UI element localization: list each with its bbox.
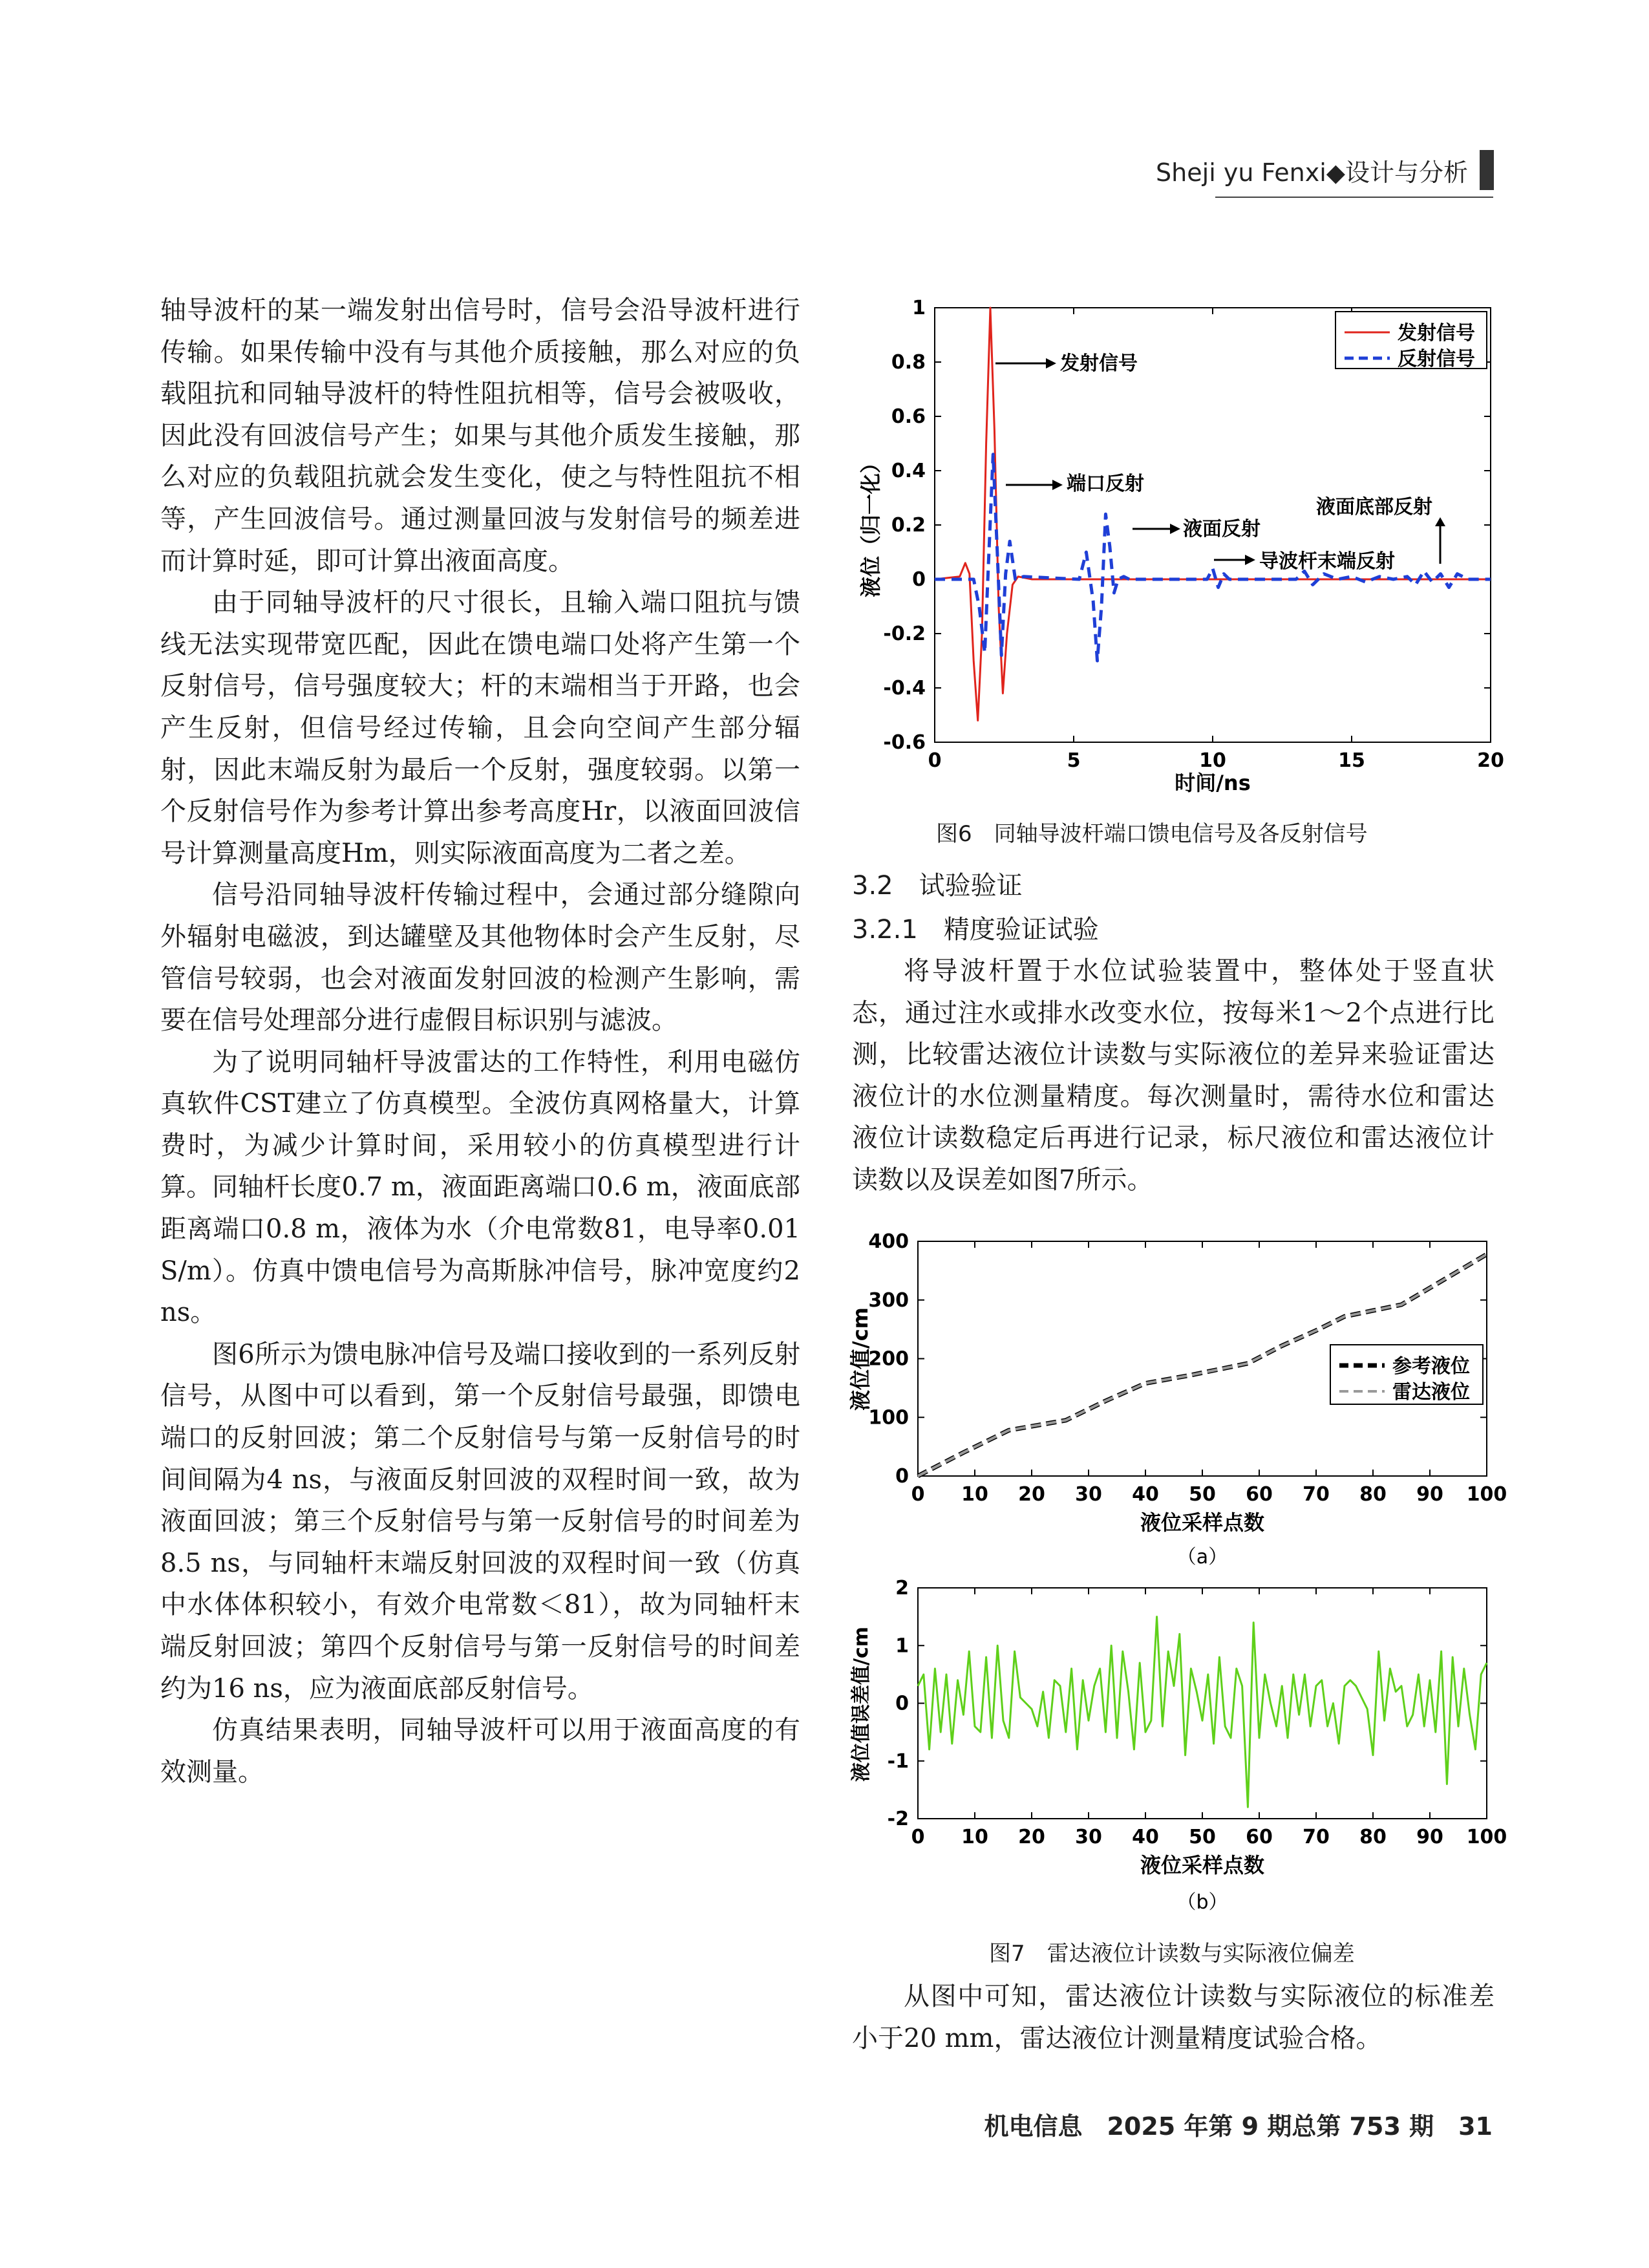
x-tick-label: 30 [1075, 1826, 1102, 1848]
x-tick-label: 60 [1246, 1826, 1273, 1848]
x-tick-label: 100 [1466, 1826, 1507, 1848]
x-tick-label: 40 [1132, 1483, 1159, 1506]
figure-6-caption: 图6 同轴导波杆端口馈电信号及各反射信号 [936, 821, 1368, 847]
x-tick-label: 40 [1132, 1826, 1159, 1848]
right-paragraph-1-block [852, 950, 1495, 1201]
header-text: Sheji yu Fenxi◆设计与分析 [1156, 158, 1468, 187]
section-3-2-heading: 3.2 试验验证 [852, 871, 1023, 901]
left-paragraph-2: 由于同轴导波杆的尺寸很长，且输入端口阻抗与馈线无法实现带宽匹配，因此在馈电端口处将产生第一个反射信号，信号强度较大；杆的末端相当于开路，也会产生反射，但信号经过传输，且会向空间产生部分辐射，因此末端反射为最后一个反射，强度较弱。以第一个反射信号作为参考计算出参考高度Hr，以液面回波信号计算测量高度Hm，则实际液面高度为二者之差。 [160, 588, 800, 868]
x-tick-label: 5 [1067, 749, 1081, 772]
x-tick-label: 70 [1303, 1826, 1330, 1848]
subfigure-b-label: （b） [1176, 1891, 1228, 1914]
right-paragraph-2: 从图中可知，雷达液位计读数与实际液位的标准差小于20 mm，雷达液位计测量精度试验合格。 [852, 1982, 1495, 2053]
annotation-transmit: 发射信号 [1060, 352, 1138, 375]
left-paragraph-6: 仿真结果表明，同轴导波杆可以用于液面高度的有效测量。 [160, 1715, 800, 1787]
section-3-2-1-heading: 3.2.1 精度验证试验 [852, 915, 1099, 945]
x-tick-label: 0 [928, 749, 942, 772]
y-tick-label: -0.2 [883, 623, 926, 645]
x-tick-label: 80 [1359, 1483, 1387, 1506]
y-axis-label: 液位值/cm [848, 1307, 873, 1411]
y-tick-label: 300 [868, 1289, 909, 1312]
right-paragraph-2-block [852, 1976, 1495, 2059]
y-tick-label: 1 [912, 297, 926, 319]
y-tick-label: 0 [895, 1692, 909, 1715]
figure-6-chart [852, 292, 1504, 809]
y-tick-label: 0.8 [891, 351, 926, 374]
x-tick-label: 20 [1477, 749, 1504, 772]
x-tick-label: 50 [1189, 1826, 1216, 1848]
right-paragraph-1: 将导波杆置于水位试验装置中，整体处于竖直状态，通过注水或排水改变水位，按每米1～2个点进行比测，比较雷达液位计读数与实际液位的差异来验证雷达液位计的水位测量精度。每次测量时，需待水位和雷达液位计读数稳定后再进行记录，标尺液位和雷达液位计读数以及误差如图7所示。 [852, 956, 1495, 1195]
x-tick-label: 90 [1416, 1826, 1443, 1848]
x-tick-label: 0 [911, 1826, 925, 1848]
x-axis-label: 液位采样点数 [1140, 1510, 1265, 1535]
left-paragraph-3: 信号沿同轴导波杆传输过程中，会通过部分缝隙向外辐射电磁波，到达罐壁及其他物体时会产生反射，尽管信号较弱，也会对液面发射回波的检测产生影响，需要在信号处理部分进行虚假目标识别与滤波。 [160, 880, 800, 1036]
legend-label-2: 反射信号 [1398, 348, 1475, 370]
left-column [160, 290, 800, 1793]
y-tick-label: 0 [895, 1465, 909, 1488]
x-tick-label: 10 [961, 1826, 988, 1848]
figure-7b-chart [850, 1577, 1507, 1927]
annotation-bottom-reflection: 液面底部反射 [1316, 496, 1432, 519]
x-tick-label: 90 [1416, 1483, 1443, 1506]
annotation-surface-reflection: 液面反射 [1183, 518, 1261, 540]
y-tick-label: -0.4 [883, 677, 926, 700]
x-tick-label: 10 [1199, 749, 1226, 772]
y-tick-label: -0.6 [883, 731, 926, 754]
page-footer: 机电信息 2025 年第 9 期总第 753 期 31 [984, 2112, 1493, 2141]
series-line-1 [918, 1617, 1487, 1808]
y-tick-label: 0.6 [891, 405, 926, 428]
figure-7-caption: 图7 雷达液位计读数与实际液位偏差 [989, 1941, 1355, 1967]
y-tick-label: 200 [868, 1347, 909, 1371]
x-tick-label: 50 [1189, 1483, 1216, 1506]
annotation-port-reflection: 端口反射 [1067, 473, 1144, 495]
x-tick-label: 20 [1018, 1483, 1045, 1506]
x-tick-label: 10 [961, 1483, 988, 1506]
y-tick-label: -1 [887, 1749, 909, 1773]
left-paragraph-4: 为了说明同轴杆导波雷达的工作特性，利用电磁仿真软件CST建立了仿真模型。全波仿真网格量大，计算费时，为减少计算时间，采用较小的仿真模型进行计算。同轴杆长度0.7 m，液面距离端口0.6 m，液面底部距离端口0.8 m，液体为水（介电常数81，电导率0.01 S/m）。仿真中馈电信号为高斯脉冲信号，脉冲宽度约2 ns。 [160, 1047, 800, 1328]
figure-7a-chart [848, 1228, 1507, 1578]
annotation-end-reflection: 导波杆末端反射 [1259, 550, 1395, 573]
y-tick-label: 1 [895, 1634, 909, 1658]
legend-label-1: 参考液位 [1392, 1355, 1470, 1378]
running-header [1156, 147, 1494, 193]
plot-frame [918, 1588, 1487, 1819]
left-paragraph-1: 轴导波杆的某一端发射出信号时，信号会沿导波杆进行传输。如果传输中没有与其他介质接触，那么对应的负载阻抗和同轴导波杆的特性阻抗相等，信号会被吸收，因此没有回波信号产生；如果与其他介质发生接触，那么对应的负载阻抗就会发生变化，使之与特性阻抗不相等，产生回波信号。通过测量回波与发射信号的频差进而计算时延，即可计算出液面高度。 [160, 295, 800, 576]
x-axis-label: 液位采样点数 [1140, 1853, 1265, 1878]
x-tick-label: 20 [1018, 1826, 1045, 1848]
annotation-arrowhead [1170, 524, 1180, 534]
y-tick-label: 2 [895, 1577, 909, 1599]
x-tick-label: 80 [1359, 1826, 1387, 1848]
header-bar [1480, 150, 1494, 190]
y-tick-label: -2 [887, 1808, 909, 1830]
annotation-arrowhead [1052, 480, 1063, 490]
x-tick-label: 60 [1246, 1483, 1273, 1506]
x-tick-label: 0 [911, 1483, 925, 1506]
x-tick-label: 30 [1075, 1483, 1102, 1506]
annotation-arrowhead [1435, 517, 1445, 526]
y-tick-label: 100 [868, 1406, 909, 1429]
x-tick-label: 70 [1303, 1483, 1330, 1506]
legend-label-1: 发射信号 [1398, 322, 1475, 345]
x-tick-label: 15 [1338, 749, 1365, 772]
y-tick-label: 0.2 [891, 514, 926, 537]
x-axis-label: 时间/ns [1175, 771, 1251, 795]
annotation-arrowhead [1046, 358, 1056, 369]
y-tick-label: 400 [868, 1230, 909, 1253]
x-tick-label: 100 [1466, 1483, 1507, 1506]
y-axis-label: 液位值误差值/cm [850, 1627, 873, 1782]
legend-label-2: 雷达液位 [1392, 1381, 1470, 1404]
subfigure-a-label: （a） [1176, 1546, 1228, 1568]
left-paragraph-5: 图6所示为馈电脉冲信号及端口接收到的一系列反射信号，从图中可以看到，第一个反射信号最强，即馈电端口的反射回波；第二个反射信号与第一反射信号的时间间隔为4 ns，与液面反射回波的双程时间一致，故为液面回波；第三个反射信号与第一反射信号的时间差为8.5 ns，与同轴杆末端反射回波的双程时间一致（仿真中水体体积较小，有效介电常数＜81），故为同轴杆末端反射回波；第四个反射信号与第一反射信号的时间差约为16 ns，应为液面底部反射信号。 [160, 1339, 800, 1704]
y-tick-label: 0 [912, 568, 926, 591]
header-rule [1215, 197, 1493, 198]
annotation-arrowhead [1245, 555, 1255, 565]
y-axis-label: 液位（归一化） [858, 452, 883, 598]
y-tick-label: 0.4 [891, 460, 926, 482]
